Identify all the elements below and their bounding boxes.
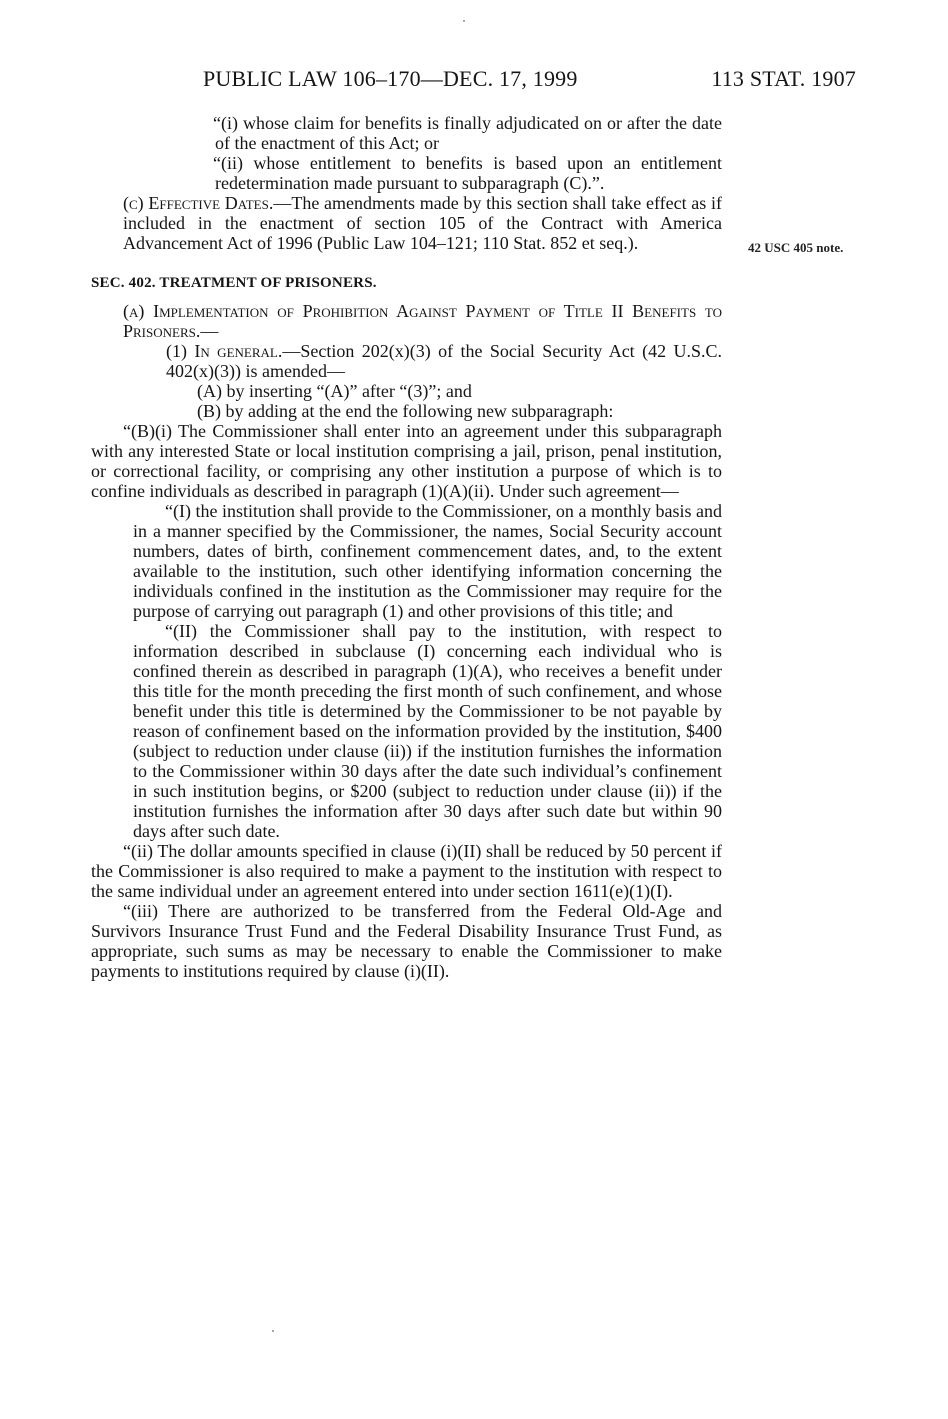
clause-ii-dollar-amounts-paragraph: “(ii) The dollar amounts specified in clause (i)(II) shall be reduced by 50 percent if the Commissioner is also required to make a payment to the institution with respect to the same individual under an agreement entered into under section 1611(e)(1)(I). — [91, 841, 722, 901]
in-general-text: —Section 202(x)(3) of the Social Security Act (42 U.S.C. 402(x)(3)) is amended— — [166, 341, 723, 381]
clause-iii-appropriations-paragraph: “(iii) There are authorized to be transferred from the Federal Old-Age and Survivors Insurance Trust Fund and the Federal Disability Insurance Trust Fund, as appropriate, such sums as may be necessary to enable the Commissioner to make payments to institutions required by clause (i)(II). — [91, 901, 722, 981]
subsection-a-paragraph — [91, 301, 722, 341]
subclause-I-paragraph: “(I) the institution shall provide to the Commissioner, on a monthly basis and in a manner specified by the Commissioner, the names, Social Security account numbers, dates of birth, confinement commencement dates, and, to the extent available to the institution, such other identifying information concerning the individuals confined in the institution as the Commissioner may require for the purpose of carrying out paragraph (1) and other provisions of this title; and — [133, 501, 722, 621]
effective-dates-paragraph — [91, 193, 722, 253]
new-subparagraph-b-paragraph: “(B)(i) The Commissioner shall enter into an agreement under this subparagraph with any interested State or local institution comprising a jail, prison, penal institution, or correctional facility, or comprising any other institution a purpose of which is to confine individuals as described in paragraph (1)(A)(ii). Under such agreement— — [91, 421, 722, 501]
subsection-a-heading: (a) Implementation of Prohibition Against Payment of Title II Benefits to Prisoners. — [123, 301, 722, 341]
effective-dates-text: —The amendments made by this section shall take effect as if included in the enactment of section 105 of the Contract with America Advancement Act of 1996 (Public Law 104–121; 110 Stat. 852 et seq.). — [123, 193, 723, 253]
paragraph-1-in-general — [91, 341, 722, 381]
in-general-heading: (1) In general. — [166, 341, 283, 361]
clause-i-paragraph: “(i) whose claim for benefits is finally adjudicated on or after the date of the enactment of this Act; or — [213, 113, 722, 153]
section-heading: SEC. 402. TREATMENT OF PRISONERS. — [91, 275, 377, 291]
subsection-a-dash: — — [200, 321, 219, 341]
statute-body — [91, 113, 722, 981]
effective-dates-heading: (c) Effective Dates. — [123, 193, 274, 213]
subclause-II-paragraph: “(II) the Commissioner shall pay to the institution, with respect to information described in subclause (I) concerning each individual who is confined therein as described in paragraph (1)(A), who receives a benefit under this title for the month preceding the first month of such confinement, and whose benefit under this title is determined by the Commissioner to be not payable by reason of confinement based on the information provided by the institution, $400 (subject to reduction under clause (ii)) if the institution furnishes the information to the Commissioner within 30 days after the date such individual’s confinement in such institution begins, or $200 (subject to reduction under clause (ii)) if the institution furnishes the information after 30 days after such date but within 90 days after such date. — [133, 621, 722, 841]
running-header-page-number: 113 STAT. 1907 — [711, 66, 856, 91]
scan-speck — [272, 1330, 274, 1332]
running-header-title: PUBLIC LAW 106–170—DEC. 17, 1999 — [203, 66, 578, 91]
scan-speck — [463, 20, 465, 22]
subparagraph-b-paragraph: (B) by adding at the end the following new subparagraph: — [197, 401, 614, 421]
margin-citation-note: 42 USC 405 note. — [748, 240, 844, 255]
clause-ii-paragraph: “(ii) whose entitlement to benefits is based upon an entitlement redetermination made pursuant to subparagraph (C).”. — [213, 153, 722, 193]
subparagraph-a-paragraph: (A) by inserting “(A)” after “(3)”; and — [197, 381, 472, 401]
